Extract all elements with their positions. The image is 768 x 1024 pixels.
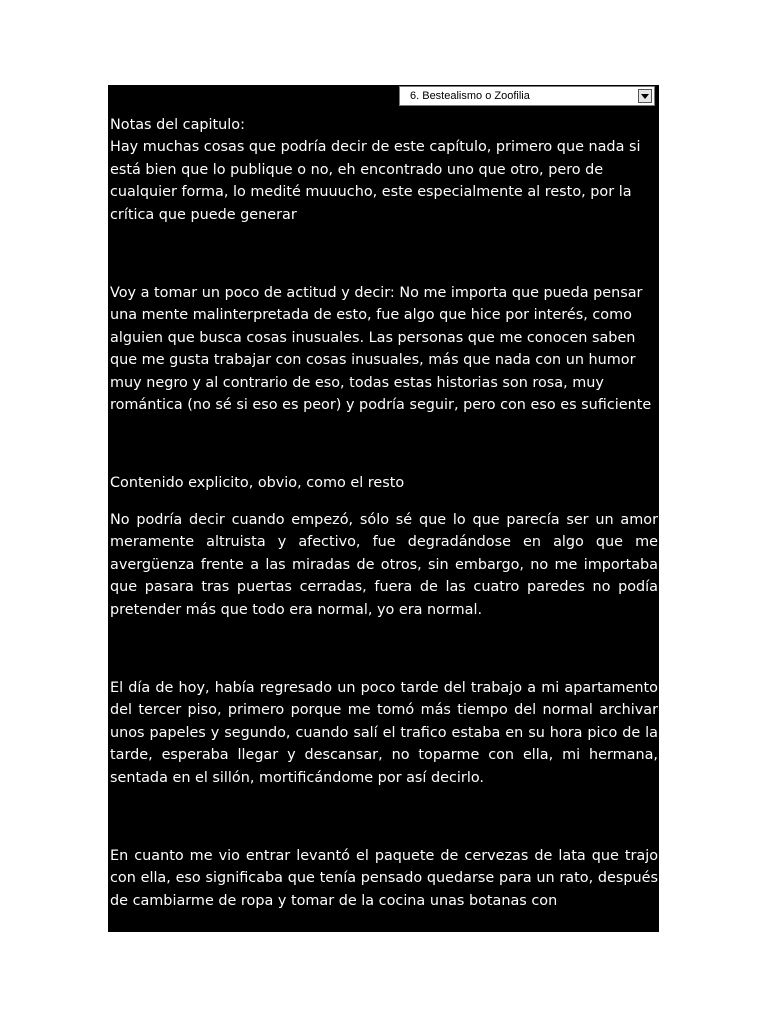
story-paragraph: El día de hoy, había regresado un poco tarde del trabajo a mi apartamento del tercer piso, primero porque me tomó más tiempo del normal archivar unos papeles y segundo, cuando salí el trafico estaba en su hora pico de la tarde, esperaba llegar y descansar, no toparme con ella, mi hermana, sentada en el sillón, mortificándome por así decirlo. (110, 679, 658, 786)
chapter-content (110, 114, 658, 912)
story-paragraph: No podría decir cuando empezó, sólo sé que lo que parecía ser un amor meramente altruista y afectivo, fue degradándose en algo que me avergüenza frente a las miradas de otros, sin embargo, no me importaba que pasara tras puertas cerradas, fuera de las cuatro paredes no podía pretender más que todo era normal, yo era normal. (110, 511, 658, 618)
document-page (108, 85, 659, 932)
story-paragraph: En cuanto me vio entrar levantó el paquete de cervezas de lata que trajo con ella, eso significaba que tenía pensado quedarse para un rato, después de cambiarme de ropa y tomar de la cocina unas botanas con (110, 847, 658, 909)
notes-paragraph: Voy a tomar un poco de actitud y decir: No me importa que pueda pensar una mente malinterpretada de esto, fue algo que hice por interés, como alguien que busca cosas inusuales. Las personas que me conocen saben que me gusta trabajar con cosas inusuales, más que nada con un humor muy negro y al contrario de eso, todas estas historias son rosa, muy romántica (no sé si eso es peor) y podría seguir, pero con eso es suficiente (110, 285, 652, 414)
chevron-down-icon[interactable] (638, 89, 652, 103)
notes-paragraph: Hay muchas cosas que podría decir de este capítulo, primero que nada si está bien que lo publique o no, eh encontrado uno que otro, pero de cualquier forma, lo medité muuucho, este especialmente al resto, por la crítica que puede generar (110, 139, 641, 223)
notes-paragraph: Contenido explicito, obvio, como el resto (110, 475, 405, 492)
chapter-select[interactable] (399, 86, 655, 106)
notes-heading: Notas del capitulo: (110, 117, 245, 133)
chapter-select-value: 6. Bestealismo o Zoofilia (410, 90, 530, 102)
